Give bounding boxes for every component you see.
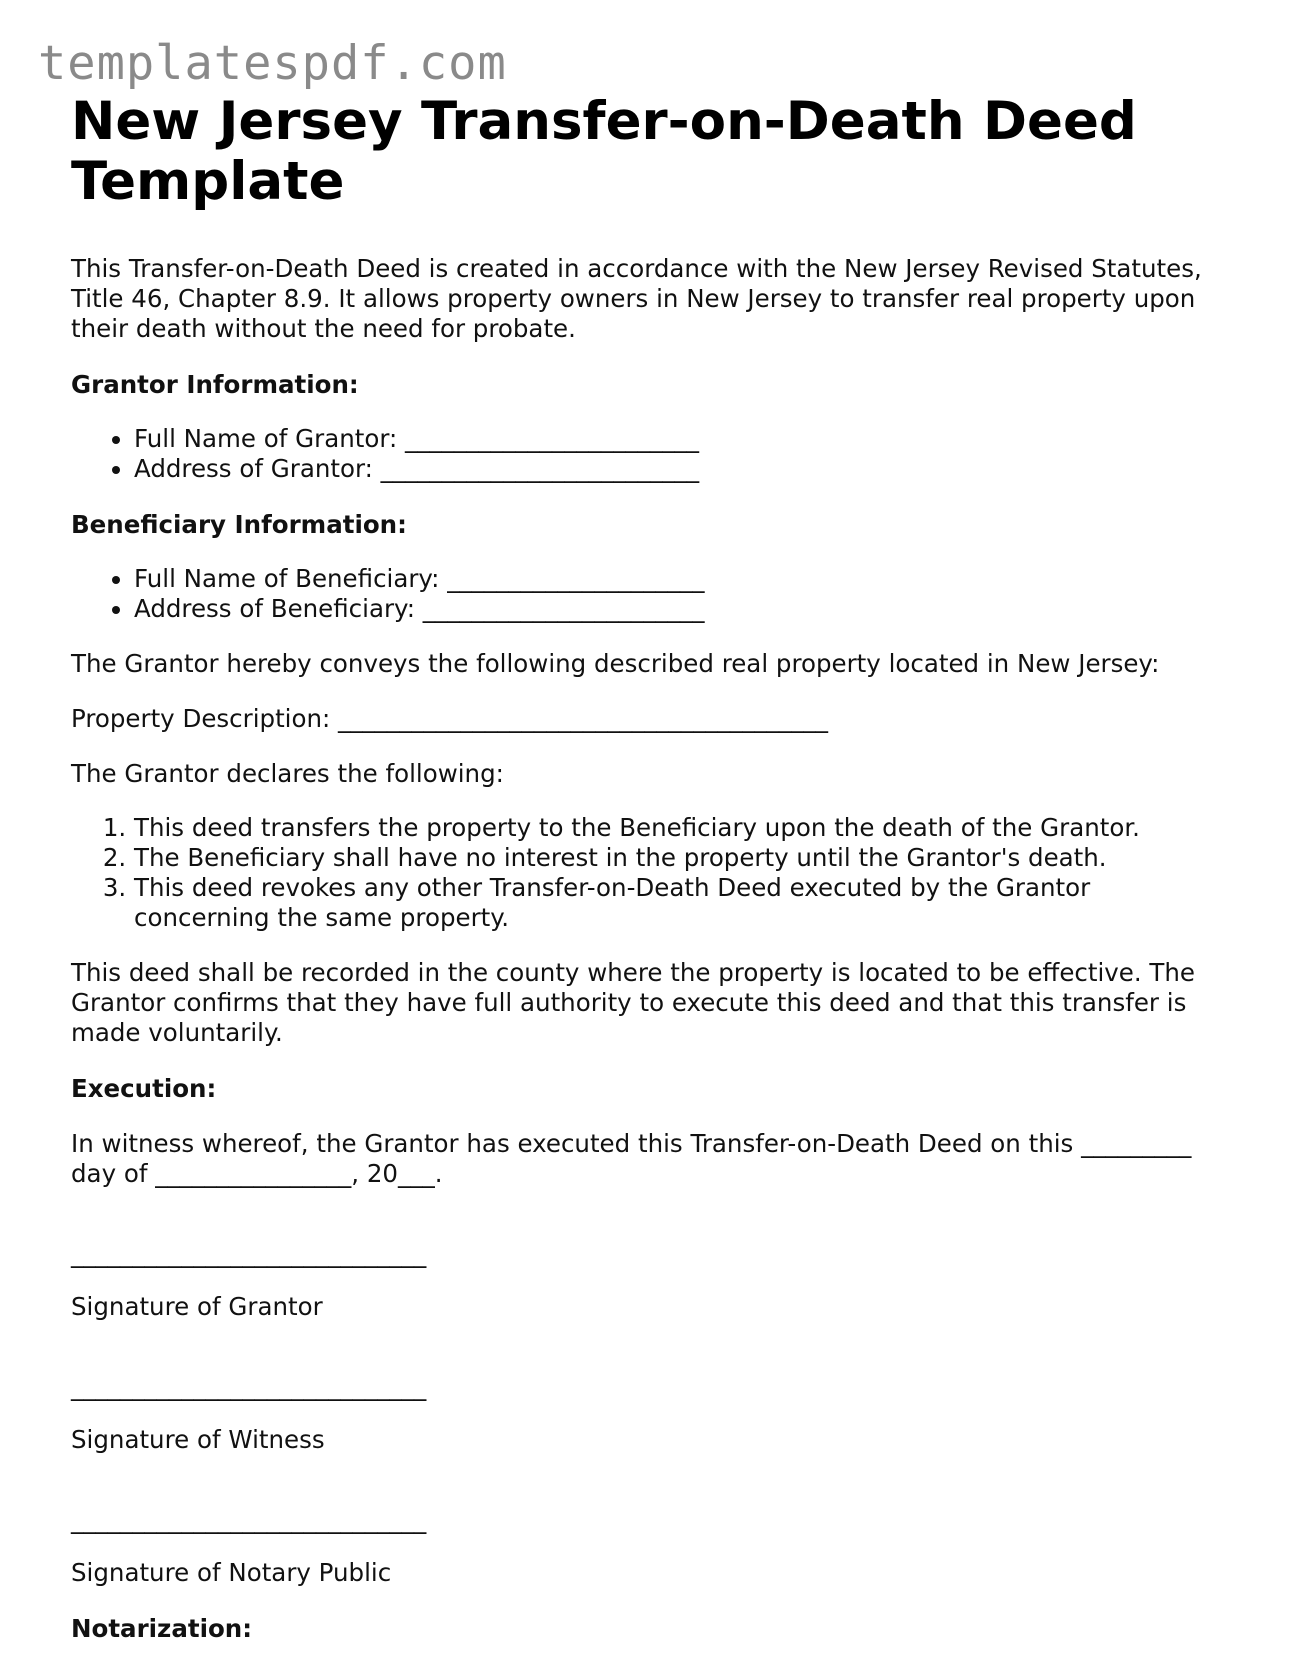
declaration-item: 3. This deed revokes any other Transfer-on-Death Deed executed by the Grantor concerning the same property. [134, 873, 1231, 933]
document-body [71, 92, 1231, 1644]
declarations-list [71, 813, 1231, 933]
witness-signature-label: Signature of Witness [71, 1425, 325, 1454]
declaration-item: 2. The Beneficiary shall have no interest in the property until the Grantor's death. [134, 843, 1231, 873]
beneficiary-address-field: • Address of Beneficiary: _______________________ [134, 594, 1231, 624]
property-description-field: Property Description: ________________________________________ [71, 704, 829, 733]
grantor-list [71, 424, 1231, 484]
grantor-name-field: • Full Name of Grantor: ________________________ [134, 424, 1231, 454]
grantor-heading: Grantor Information: [71, 370, 359, 399]
execution-paragraph: In witness whereof, the Grantor has executed this Transfer-on-Death Deed on this _________ day of ________________, 20___. [71, 1129, 1192, 1188]
execution-heading: Execution: [71, 1074, 217, 1103]
declares-paragraph: The Grantor declares the following: [71, 759, 504, 788]
beneficiary-heading: Beneficiary Information: [71, 510, 407, 539]
conveys-paragraph: The Grantor hereby conveys the following described real property located in New Jersey: [71, 649, 1160, 678]
witness-signature-line: _____________________________ [71, 1372, 427, 1401]
intro-paragraph: This Transfer-on-Death Deed is created in accordance with the New Jersey Revised Statutes, Title 46, Chapter 8.9. It allows property owners in New Jersey to transfer real property upon their death without the need for probate. [71, 254, 1202, 343]
watermark: templatespdf.com [38, 36, 507, 91]
grantor-address-field: • Address of Grantor: __________________________ [134, 454, 1231, 484]
declaration-item: 1. This deed transfers the property to the Beneficiary upon the death of the Grantor. [134, 813, 1231, 843]
grantor-signature-label: Signature of Grantor [71, 1292, 323, 1321]
notarization-heading: Notarization: [71, 1614, 253, 1643]
document-title: New Jersey Transfer-on-Death Deed Template [71, 91, 1137, 212]
beneficiary-list [71, 564, 1231, 624]
notary-signature-line: _____________________________ [71, 1505, 427, 1534]
notary-signature-label: Signature of Notary Public [71, 1558, 392, 1587]
recording-paragraph: This deed shall be recorded in the county where the property is located to be effective. The Grantor confirms that they have full authority to execute this deed and that this transfer is made voluntarily. [71, 958, 1195, 1047]
grantor-signature-line: _____________________________ [71, 1239, 427, 1268]
beneficiary-name-field: • Full Name of Beneficiary: _____________________ [134, 564, 1231, 594]
